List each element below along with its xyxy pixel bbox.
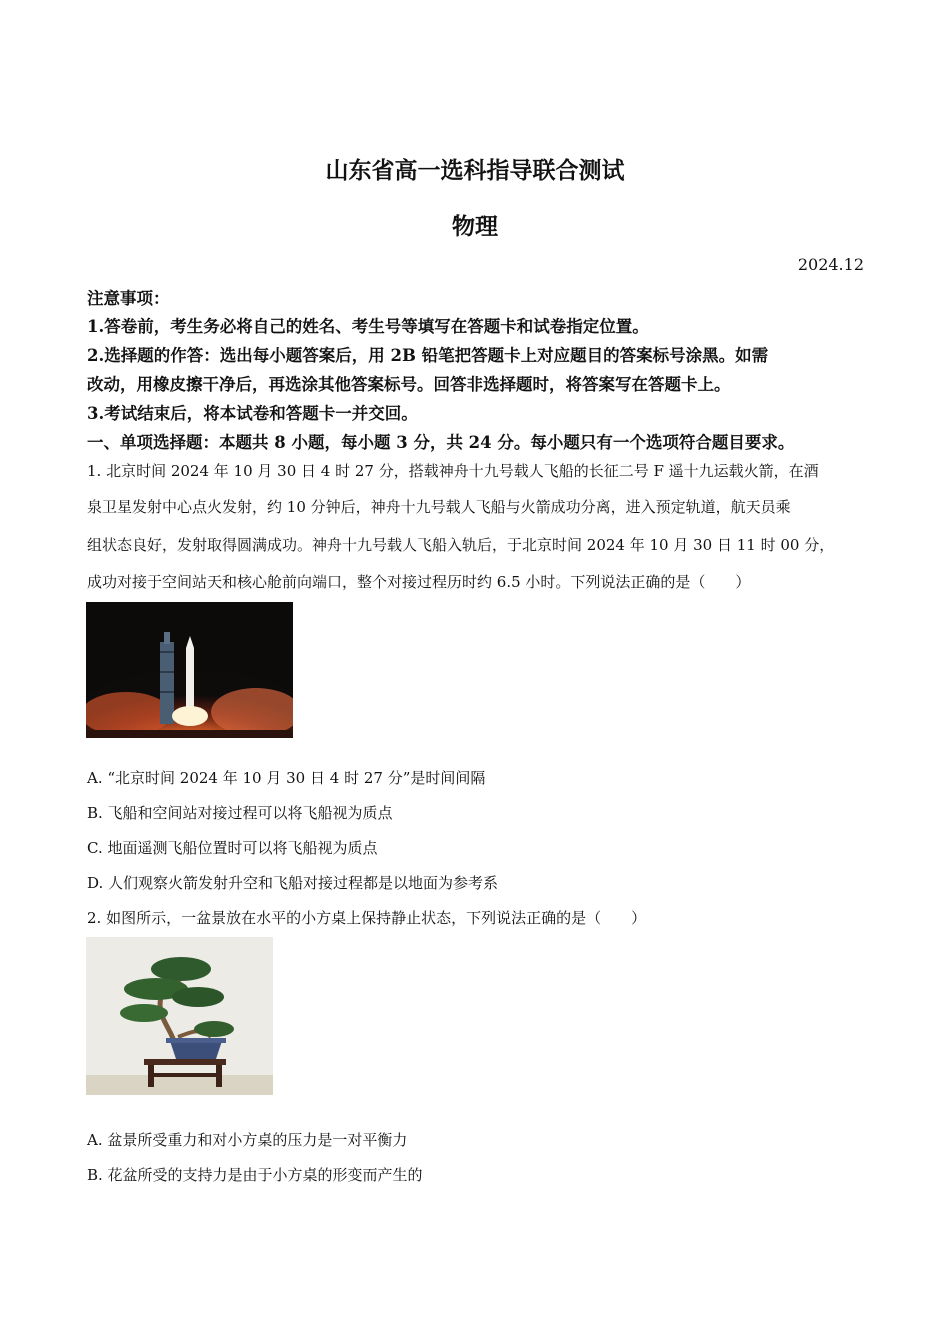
exam-title: 山东省高一选科指导联合测试	[325, 157, 625, 184]
notice-heading: 注意事项：	[87, 289, 170, 308]
q1-option-d: D. 人们观察火箭发射升空和飞船对接过程都是以地面为参考系	[87, 874, 499, 892]
notice-item-1: 1.答卷前，考生务必将自己的姓名、考生号等填写在答题卡和试卷指定位置。	[87, 317, 649, 336]
rocket-launch-photo	[86, 602, 293, 738]
q1-line-4: 成功对接于空间站天和核心舱前向端口，整个对接过程历时约 6.5 小时。下列说法正确的是（ ）	[87, 573, 751, 591]
q1-option-a: A. “北京时间 2024 年 10 月 30 日 4 时 27 分”是时间间隔	[87, 769, 486, 787]
notice-item-2-cont: 改动，用橡皮擦干净后，再选涂其他答案标号。回答非选择题时，将答案写在答题卡上。	[87, 375, 731, 394]
bonsai-photo	[86, 937, 273, 1095]
q2-option-a: A. 盆景所受重力和对小方桌的压力是一对平衡力	[87, 1131, 408, 1149]
q1-line-1: 1. 北京时间 2024 年 10 月 30 日 4 时 27 分，搭载神舟十九号载人飞船的长征二号 F 遥十九运载火箭，在酒	[87, 462, 819, 480]
exam-date: 2024.12	[797, 255, 864, 274]
notice-item-2: 2.选择题的作答：选出每小题答案后，用 2B 铅笔把答题卡上对应题目的答案标号涂黑。如需	[87, 346, 769, 365]
q2-stem: 2. 如图所示，一盆景放在水平的小方桌上保持静止状态，下列说法正确的是（ ）	[87, 909, 647, 927]
q1-line-3: 组状态良好，发射取得圆满成功。神舟十九号载人飞船入轨后，于北京时间 2024 年 10 月 30 日 11 时 00 分，	[87, 536, 835, 554]
notice-item-3: 3.考试结束后，将本试卷和答题卡一并交回。	[87, 404, 418, 423]
q1-line-2: 泉卫星发射中心点火发射，约 10 分钟后，神舟十九号载人飞船与火箭成功分离，进入预定轨道，航天员乘	[87, 498, 791, 516]
q2-option-b: B. 花盆所受的支持力是由于小方桌的形变而产生的	[87, 1166, 423, 1184]
section-heading: 一、单项选择题：本题共 8 小题，每小题 3 分，共 24 分。每小题只有一个选项符合题目要求。	[87, 433, 795, 452]
subject-title: 物理	[452, 213, 498, 240]
q1-option-b: B. 飞船和空间站对接过程可以将飞船视为质点	[87, 804, 393, 822]
q1-option-c: C. 地面遥测飞船位置时可以将飞船视为质点	[87, 839, 378, 857]
